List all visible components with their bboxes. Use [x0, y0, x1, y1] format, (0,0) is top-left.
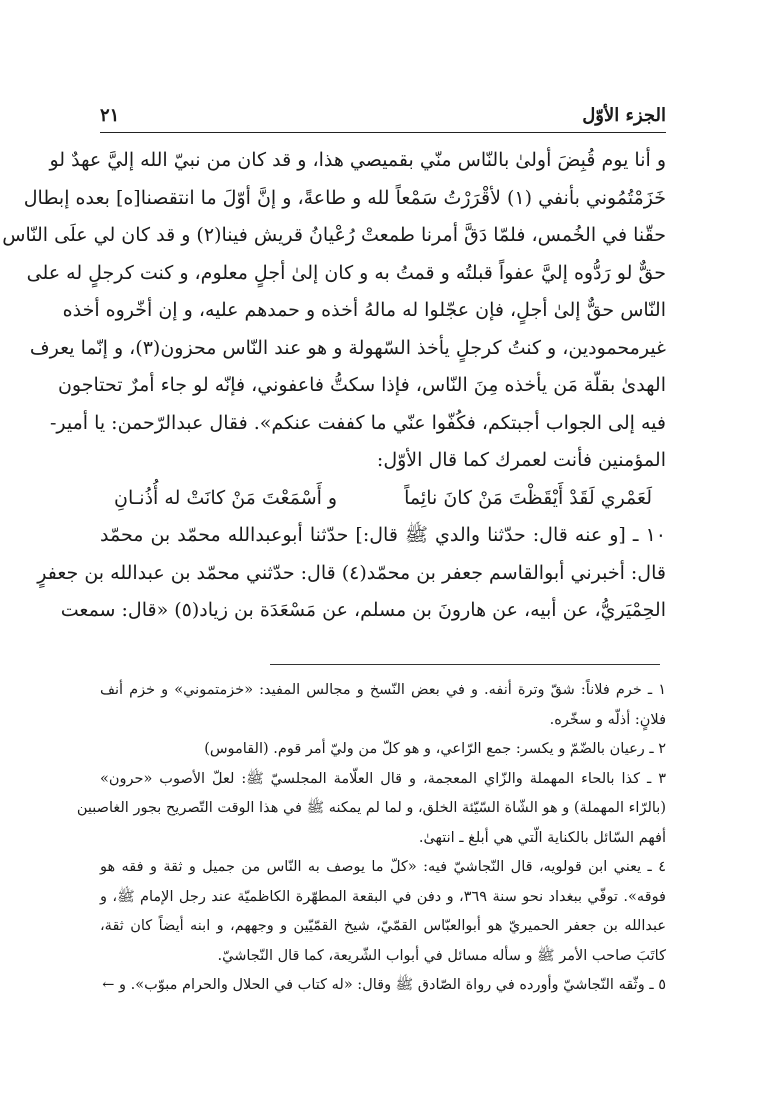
- footnote-line: كاتَبَ صاحب الأمر ﷺ و سأله مسائل في أبواب الشّريعة، كما قال النّجاشيّ.: [217, 947, 666, 964]
- main-text: [2, 142, 666, 630]
- verse-second-hemistich: و أَسْمَعْتَ مَنْ كانَتْ له أُذُنـانِ: [114, 486, 338, 509]
- footnote-line: فوقه». توفّي ببغداد نحو سنة ٣٦٩، و دفن في البقعة المطهّرة الكاظميّة عند رجل الإمام ﷺ، و: [100, 888, 666, 905]
- text-line: خَزَمْتُمُوني بأنفي (١) لأقْرَرْتُ سَمْعاً لله و طاعةً، و إنَّ أوّلَ ما انتقصنا[ه] بعده إبطال: [23, 186, 666, 209]
- text-line: الهدىٰ بقلّة مَن يأخذه مِنَ النّاس، فإذا سكتُّ فاعفوني، فإنّه لو جاء أمرٌ تحتاجون: [57, 374, 666, 396]
- verse-first-hemistich: لَعَمْري لَقَدْ أَيْقَظْتَ مَنْ كانَ نائِماً: [404, 486, 652, 509]
- text-line: غيرمحمودين، و كنتُ كرجلٍ يأخذ السّهولة و هو عند النّاس محزون(٣)، و إنّما يعرف: [29, 336, 666, 359]
- page-number: ٢١: [100, 104, 120, 126]
- footnote-line: ٤ ـ يعني ابن قولويه، قال النّجاشيّ فيه: «كلّ ما يوصف به النّاس من جميل و ثقة و فقه هو: [100, 859, 666, 875]
- footnote-line: ٢ ـ رعيان بالضّمّ و يكسر: جمع الرّاعي، و هو كلّ من وليّ أمر قوم. (القاموس): [204, 741, 666, 757]
- poetry-verse: [100, 480, 666, 518]
- text-line: حقّنا في الخُمس، فلمّا دَقَّ أمرنا طمعتْ رُعْيانُ قريش فينا(٢) و قد كان لي علَى النّاس: [2, 224, 666, 246]
- text-line: النّاس حقٌّ إلىٰ أجلٍ، فإن عجّلوا له مالهُ أخذه و حمدهم عليه، و إن أخّروه أخذه: [62, 299, 666, 321]
- text-line: فيه إلى الجواب أجبتكم، فكُفّوا عنّي ما كففت عنكم». فقال عبدالرّحمن: يا أمير-: [49, 411, 666, 434]
- footnote-line: ١ ـ خرم فلاناً: شقّ وترة أنفه. و في بعض النّسخ و مجالس المفيد: «خزمتموني» و خزم أنف: [100, 682, 666, 698]
- running-title: الجزء الأوّل: [582, 104, 666, 126]
- text-line: حقٌّ لو رَدُّوه إليَّ عفواً قبلتُه و قمتُ به و كان إلىٰ أجلٍ معلوم، و كنت كرجلٍ له على: [26, 261, 666, 284]
- text-line: الحِمْيَريُّ، عن أبيه، عن هارونَ بن مسلم، عن مَسْعَدَة بن زياد(٥) «قال: سمعت: [60, 599, 666, 621]
- text-line: المؤمنين فأنت لعمرك كما قال الأوّل:: [376, 449, 666, 471]
- footnote-line: ٣ ـ كذا بالحاء المهملة والزّاي المعجمة، و قال العلّامة المجلسيّ ﷺ: لعلّ الأصوب «حرون»: [100, 770, 666, 787]
- text-line: و أنا يوم قُبِضَ أولىٰ بالنّاس منّي بقميصي هذا، و قد كان من نبيّ الله إليَّ عهدٌ لو: [49, 149, 666, 171]
- text-line: قال: أخبرني أبوالقاسم جعفر بن محمّد(٤) قال: حدّثني محمّد بن عبدالله بن جعفرٍ: [37, 561, 666, 584]
- footnotes: [76, 676, 666, 1001]
- footnote-line: فلانٍ: أذلّه و سخّره.: [549, 711, 666, 728]
- footnote-line: ٥ ـ وثّقه النّجاشيّ وأورده في رواة الصّادق ﷺ وقال: «له كتاب في الحلال والحرام مبوّب». و ←: [102, 977, 666, 993]
- running-header: [100, 98, 666, 133]
- footnote-separator: [270, 664, 660, 665]
- text-line: ١٠ ـ [و عنه قال: حدّثنا والدي ﷺ قال:] حدّثنا أبوعبدالله محمّد بن محمّد: [100, 524, 666, 546]
- footnote-line: أفهم السّائل بالكناية الّتي هي أبلغ ـ انتهىٰ.: [418, 829, 666, 846]
- footnote-line: عبدالله بن جعفر الحميريّ هو أبوالعبّاس القمّيّ، شيخ القمّيّين و وجههم، و ابنه أيضاً كان ثقة،: [100, 918, 666, 934]
- footnote-line: (بالرّاء المهملة) و هو الشّاة السّيّئة الخلق، و لما لم يمكنه ﷺ في هذا الوقت التّصريح بجور الغاصبين: [76, 800, 666, 816]
